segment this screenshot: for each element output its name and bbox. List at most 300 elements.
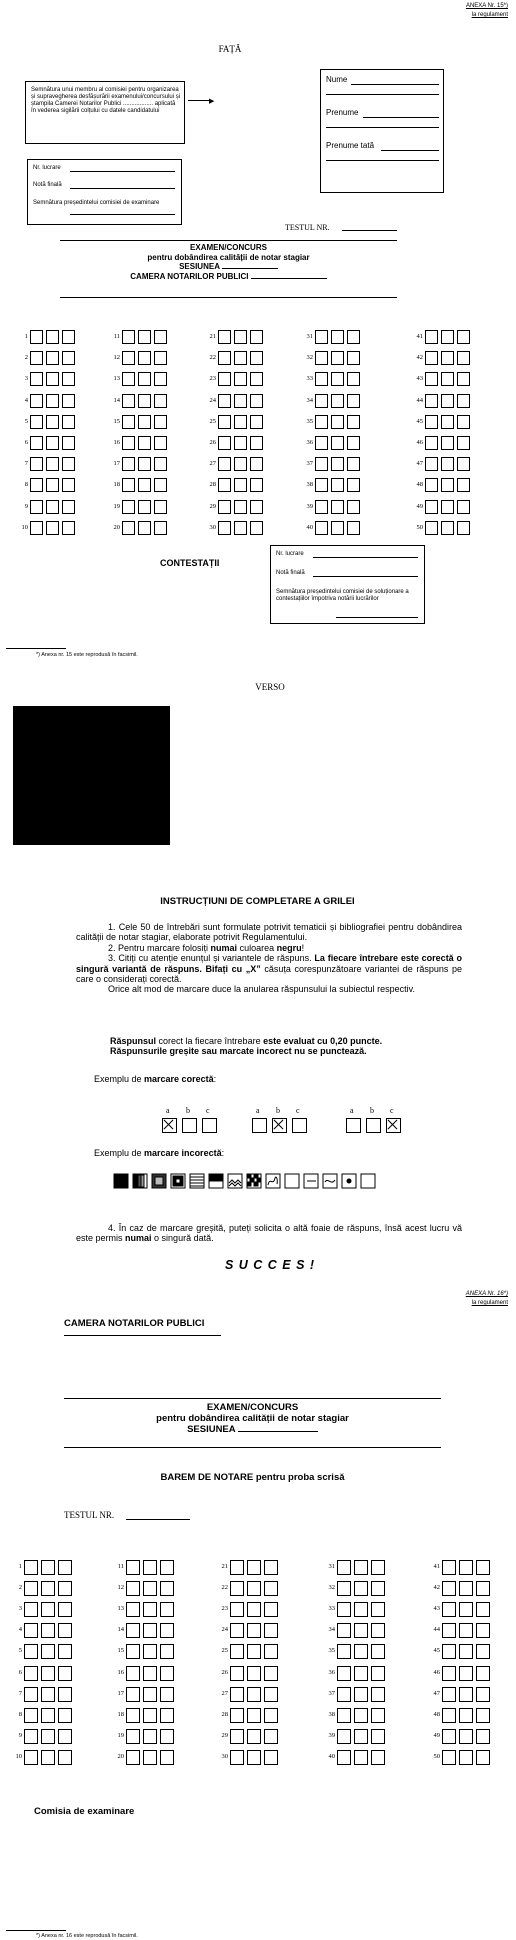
answer-checkbox[interactable] bbox=[476, 1729, 490, 1744]
answer-checkbox[interactable] bbox=[230, 1602, 244, 1617]
answer-checkbox[interactable] bbox=[425, 521, 438, 535]
answer-checkbox[interactable] bbox=[425, 457, 438, 471]
answer-checkbox[interactable] bbox=[143, 1623, 157, 1638]
answer-checkbox[interactable] bbox=[457, 394, 470, 408]
answer-checkbox[interactable] bbox=[143, 1729, 157, 1744]
answer-checkbox[interactable] bbox=[218, 394, 231, 408]
answer-checkbox[interactable] bbox=[371, 1750, 385, 1765]
answer-checkbox[interactable] bbox=[247, 1687, 261, 1702]
answer-checkbox[interactable] bbox=[331, 457, 344, 471]
answer-checkbox[interactable] bbox=[46, 394, 59, 408]
answer-checkbox[interactable] bbox=[250, 500, 263, 514]
answer-checkbox[interactable] bbox=[331, 415, 344, 429]
answer-checkbox[interactable] bbox=[160, 1602, 174, 1617]
answer-checkbox[interactable] bbox=[126, 1560, 140, 1575]
answer-checkbox[interactable] bbox=[160, 1623, 174, 1638]
answer-checkbox[interactable] bbox=[250, 351, 263, 365]
answer-checkbox[interactable] bbox=[122, 436, 135, 450]
answer-checkbox[interactable] bbox=[30, 372, 43, 386]
answer-checkbox[interactable] bbox=[41, 1666, 55, 1681]
answer-checkbox[interactable] bbox=[441, 457, 454, 471]
answer-checkbox[interactable] bbox=[46, 330, 59, 344]
answer-checkbox[interactable] bbox=[457, 521, 470, 535]
answer-checkbox[interactable] bbox=[143, 1687, 157, 1702]
answer-checkbox[interactable] bbox=[24, 1602, 38, 1617]
answer-checkbox[interactable] bbox=[476, 1560, 490, 1575]
answer-checkbox[interactable] bbox=[247, 1708, 261, 1723]
answer-checkbox[interactable] bbox=[24, 1708, 38, 1723]
answer-checkbox[interactable] bbox=[30, 394, 43, 408]
answer-checkbox[interactable] bbox=[218, 351, 231, 365]
answer-checkbox[interactable] bbox=[425, 478, 438, 492]
answer-checkbox[interactable] bbox=[46, 457, 59, 471]
answer-checkbox[interactable] bbox=[315, 457, 328, 471]
answer-checkbox[interactable] bbox=[62, 436, 75, 450]
answer-checkbox[interactable] bbox=[425, 351, 438, 365]
answer-checkbox[interactable] bbox=[442, 1623, 456, 1638]
answer-checkbox[interactable] bbox=[250, 394, 263, 408]
answer-checkbox[interactable] bbox=[58, 1644, 72, 1659]
answer-checkbox[interactable] bbox=[459, 1687, 473, 1702]
answer-checkbox[interactable] bbox=[371, 1644, 385, 1659]
answer-checkbox[interactable] bbox=[371, 1623, 385, 1638]
answer-checkbox[interactable] bbox=[46, 478, 59, 492]
answer-checkbox[interactable] bbox=[331, 394, 344, 408]
answer-checkbox[interactable] bbox=[230, 1750, 244, 1765]
answer-checkbox[interactable] bbox=[154, 372, 167, 386]
answer-checkbox[interactable] bbox=[250, 415, 263, 429]
answer-checkbox[interactable] bbox=[30, 521, 43, 535]
answer-checkbox[interactable] bbox=[264, 1560, 278, 1575]
answer-checkbox[interactable] bbox=[58, 1750, 72, 1765]
answer-checkbox[interactable] bbox=[425, 330, 438, 344]
answer-checkbox[interactable] bbox=[58, 1729, 72, 1744]
answer-checkbox[interactable] bbox=[250, 330, 263, 344]
answer-checkbox[interactable] bbox=[264, 1708, 278, 1723]
answer-checkbox[interactable] bbox=[160, 1560, 174, 1575]
answer-checkbox[interactable] bbox=[459, 1560, 473, 1575]
contest-signature-line[interactable] bbox=[336, 617, 418, 618]
answer-checkbox[interactable] bbox=[46, 351, 59, 365]
answer-checkbox[interactable] bbox=[41, 1644, 55, 1659]
answer-checkbox[interactable] bbox=[62, 330, 75, 344]
answer-checkbox[interactable] bbox=[347, 351, 360, 365]
answer-checkbox[interactable] bbox=[425, 436, 438, 450]
answer-checkbox[interactable] bbox=[315, 351, 328, 365]
answer-checkbox[interactable] bbox=[331, 478, 344, 492]
answer-checkbox[interactable] bbox=[24, 1729, 38, 1744]
answer-checkbox[interactable] bbox=[459, 1623, 473, 1638]
answer-checkbox[interactable] bbox=[58, 1581, 72, 1596]
answer-checkbox[interactable] bbox=[122, 521, 135, 535]
answer-checkbox[interactable] bbox=[354, 1560, 368, 1575]
answer-checkbox[interactable] bbox=[264, 1750, 278, 1765]
answer-checkbox[interactable] bbox=[250, 372, 263, 386]
answer-checkbox[interactable] bbox=[143, 1750, 157, 1765]
answer-checkbox[interactable] bbox=[154, 478, 167, 492]
answer-checkbox[interactable] bbox=[441, 415, 454, 429]
answer-checkbox[interactable] bbox=[347, 394, 360, 408]
answer-checkbox[interactable] bbox=[122, 372, 135, 386]
answer-checkbox[interactable] bbox=[46, 415, 59, 429]
answer-checkbox[interactable] bbox=[62, 351, 75, 365]
answer-checkbox[interactable] bbox=[154, 500, 167, 514]
answer-checkbox[interactable] bbox=[218, 330, 231, 344]
answer-checkbox[interactable] bbox=[160, 1729, 174, 1744]
answer-checkbox[interactable] bbox=[30, 500, 43, 514]
answer-checkbox[interactable] bbox=[58, 1666, 72, 1681]
answer-checkbox[interactable] bbox=[331, 351, 344, 365]
answer-checkbox[interactable] bbox=[24, 1623, 38, 1638]
answer-checkbox[interactable] bbox=[143, 1581, 157, 1596]
answer-checkbox[interactable] bbox=[337, 1623, 351, 1638]
answer-checkbox[interactable] bbox=[218, 372, 231, 386]
answer-checkbox[interactable] bbox=[122, 415, 135, 429]
name-line[interactable] bbox=[351, 84, 439, 85]
answer-checkbox[interactable] bbox=[459, 1602, 473, 1617]
answer-checkbox[interactable] bbox=[331, 330, 344, 344]
paper-no-line[interactable] bbox=[70, 171, 175, 172]
answer-checkbox[interactable] bbox=[154, 394, 167, 408]
answer-checkbox[interactable] bbox=[160, 1708, 174, 1723]
answer-checkbox[interactable] bbox=[46, 436, 59, 450]
answer-checkbox[interactable] bbox=[347, 457, 360, 471]
answer-checkbox[interactable] bbox=[58, 1623, 72, 1638]
answer-checkbox[interactable] bbox=[247, 1602, 261, 1617]
answer-checkbox[interactable] bbox=[154, 415, 167, 429]
answer-checkbox[interactable] bbox=[315, 521, 328, 535]
answer-checkbox[interactable] bbox=[354, 1729, 368, 1744]
answer-checkbox[interactable] bbox=[24, 1581, 38, 1596]
answer-checkbox[interactable] bbox=[218, 478, 231, 492]
answer-checkbox[interactable] bbox=[62, 500, 75, 514]
answer-checkbox[interactable] bbox=[58, 1560, 72, 1575]
answer-checkbox[interactable] bbox=[62, 521, 75, 535]
answer-checkbox[interactable] bbox=[24, 1560, 38, 1575]
answer-checkbox[interactable] bbox=[331, 372, 344, 386]
answer-checkbox[interactable] bbox=[315, 372, 328, 386]
answer-checkbox[interactable] bbox=[143, 1708, 157, 1723]
answer-checkbox[interactable] bbox=[442, 1687, 456, 1702]
answer-checkbox[interactable] bbox=[122, 330, 135, 344]
answer-checkbox[interactable] bbox=[442, 1750, 456, 1765]
answer-checkbox[interactable] bbox=[441, 436, 454, 450]
answer-checkbox[interactable] bbox=[331, 436, 344, 450]
answer-checkbox[interactable] bbox=[218, 521, 231, 535]
answer-checkbox[interactable] bbox=[264, 1623, 278, 1638]
answer-checkbox[interactable] bbox=[234, 500, 247, 514]
answer-checkbox[interactable] bbox=[337, 1581, 351, 1596]
answer-checkbox[interactable] bbox=[160, 1666, 174, 1681]
answer-checkbox[interactable] bbox=[371, 1708, 385, 1723]
answer-checkbox[interactable] bbox=[337, 1729, 351, 1744]
answer-checkbox[interactable] bbox=[354, 1687, 368, 1702]
answer-checkbox[interactable] bbox=[218, 457, 231, 471]
answer-checkbox[interactable] bbox=[371, 1581, 385, 1596]
answer-checkbox[interactable] bbox=[30, 351, 43, 365]
answer-checkbox[interactable] bbox=[425, 415, 438, 429]
answer-checkbox[interactable] bbox=[58, 1687, 72, 1702]
answer-checkbox[interactable] bbox=[62, 457, 75, 471]
answer-checkbox[interactable] bbox=[24, 1750, 38, 1765]
answer-checkbox[interactable] bbox=[41, 1687, 55, 1702]
final-grade-line[interactable] bbox=[70, 188, 175, 189]
first-name-line-2[interactable] bbox=[326, 127, 439, 128]
answer-checkbox[interactable] bbox=[347, 500, 360, 514]
answer-checkbox[interactable] bbox=[41, 1750, 55, 1765]
answer-checkbox[interactable] bbox=[347, 478, 360, 492]
answer-checkbox[interactable] bbox=[143, 1560, 157, 1575]
answer-checkbox[interactable] bbox=[138, 372, 151, 386]
answer-checkbox[interactable] bbox=[46, 521, 59, 535]
answer-checkbox[interactable] bbox=[331, 521, 344, 535]
answer-checkbox[interactable] bbox=[354, 1602, 368, 1617]
answer-checkbox[interactable] bbox=[30, 478, 43, 492]
answer-checkbox[interactable] bbox=[126, 1687, 140, 1702]
barem-test-line[interactable] bbox=[126, 1519, 190, 1520]
answer-checkbox[interactable] bbox=[457, 330, 470, 344]
answer-checkbox[interactable] bbox=[154, 330, 167, 344]
answer-checkbox[interactable] bbox=[143, 1602, 157, 1617]
answer-checkbox[interactable] bbox=[442, 1666, 456, 1681]
answer-checkbox[interactable] bbox=[41, 1602, 55, 1617]
answer-checkbox[interactable] bbox=[264, 1644, 278, 1659]
answer-checkbox[interactable] bbox=[459, 1729, 473, 1744]
answer-checkbox[interactable] bbox=[442, 1560, 456, 1575]
answer-checkbox[interactable] bbox=[247, 1560, 261, 1575]
answer-checkbox[interactable] bbox=[30, 436, 43, 450]
answer-checkbox[interactable] bbox=[337, 1644, 351, 1659]
answer-checkbox[interactable] bbox=[138, 330, 151, 344]
answer-checkbox[interactable] bbox=[250, 521, 263, 535]
answer-checkbox[interactable] bbox=[371, 1729, 385, 1744]
answer-checkbox[interactable] bbox=[476, 1602, 490, 1617]
answer-checkbox[interactable] bbox=[441, 394, 454, 408]
answer-checkbox[interactable] bbox=[46, 500, 59, 514]
answer-checkbox[interactable] bbox=[122, 394, 135, 408]
answer-checkbox[interactable] bbox=[315, 436, 328, 450]
answer-checkbox[interactable] bbox=[337, 1750, 351, 1765]
answer-checkbox[interactable] bbox=[476, 1581, 490, 1596]
answer-checkbox[interactable] bbox=[154, 351, 167, 365]
father-name-line-2[interactable] bbox=[326, 160, 439, 161]
answer-checkbox[interactable] bbox=[457, 436, 470, 450]
answer-checkbox[interactable] bbox=[371, 1602, 385, 1617]
answer-checkbox[interactable] bbox=[41, 1581, 55, 1596]
answer-checkbox[interactable] bbox=[371, 1666, 385, 1681]
answer-checkbox[interactable] bbox=[331, 500, 344, 514]
answer-checkbox[interactable] bbox=[354, 1644, 368, 1659]
answer-checkbox[interactable] bbox=[230, 1729, 244, 1744]
answer-checkbox[interactable] bbox=[337, 1560, 351, 1575]
answer-checkbox[interactable] bbox=[46, 372, 59, 386]
answer-checkbox[interactable] bbox=[264, 1581, 278, 1596]
answer-checkbox[interactable] bbox=[234, 457, 247, 471]
answer-checkbox[interactable] bbox=[126, 1581, 140, 1596]
answer-checkbox[interactable] bbox=[247, 1666, 261, 1681]
answer-checkbox[interactable] bbox=[138, 415, 151, 429]
answer-checkbox[interactable] bbox=[230, 1623, 244, 1638]
answer-checkbox[interactable] bbox=[247, 1729, 261, 1744]
answer-checkbox[interactable] bbox=[41, 1560, 55, 1575]
answer-checkbox[interactable] bbox=[24, 1687, 38, 1702]
contest-grade-line[interactable] bbox=[313, 576, 418, 577]
answer-checkbox[interactable] bbox=[476, 1623, 490, 1638]
answer-checkbox[interactable] bbox=[138, 436, 151, 450]
answer-checkbox[interactable] bbox=[347, 415, 360, 429]
answer-checkbox[interactable] bbox=[122, 500, 135, 514]
answer-checkbox[interactable] bbox=[126, 1729, 140, 1744]
answer-checkbox[interactable] bbox=[234, 351, 247, 365]
answer-checkbox[interactable] bbox=[234, 394, 247, 408]
answer-checkbox[interactable] bbox=[138, 500, 151, 514]
answer-checkbox[interactable] bbox=[457, 372, 470, 386]
answer-checkbox[interactable] bbox=[347, 372, 360, 386]
answer-checkbox[interactable] bbox=[354, 1708, 368, 1723]
answer-checkbox[interactable] bbox=[337, 1687, 351, 1702]
answer-checkbox[interactable] bbox=[425, 500, 438, 514]
answer-checkbox[interactable] bbox=[126, 1666, 140, 1681]
answer-checkbox[interactable] bbox=[138, 394, 151, 408]
answer-checkbox[interactable] bbox=[143, 1666, 157, 1681]
answer-checkbox[interactable] bbox=[459, 1708, 473, 1723]
answer-checkbox[interactable] bbox=[425, 372, 438, 386]
father-name-line[interactable] bbox=[381, 150, 439, 151]
answer-checkbox[interactable] bbox=[218, 415, 231, 429]
answer-checkbox[interactable] bbox=[441, 351, 454, 365]
contest-paper-no-line[interactable] bbox=[313, 557, 418, 558]
answer-checkbox[interactable] bbox=[234, 478, 247, 492]
answer-checkbox[interactable] bbox=[62, 478, 75, 492]
answer-checkbox[interactable] bbox=[138, 457, 151, 471]
answer-checkbox[interactable] bbox=[30, 415, 43, 429]
first-name-line[interactable] bbox=[363, 117, 439, 118]
answer-checkbox[interactable] bbox=[218, 436, 231, 450]
answer-checkbox[interactable] bbox=[138, 351, 151, 365]
answer-checkbox[interactable] bbox=[457, 500, 470, 514]
answer-checkbox[interactable] bbox=[126, 1644, 140, 1659]
answer-checkbox[interactable] bbox=[126, 1602, 140, 1617]
answer-checkbox[interactable] bbox=[247, 1581, 261, 1596]
answer-checkbox[interactable] bbox=[442, 1602, 456, 1617]
answer-checkbox[interactable] bbox=[230, 1708, 244, 1723]
signature-line[interactable] bbox=[70, 214, 175, 215]
answer-checkbox[interactable] bbox=[160, 1687, 174, 1702]
answer-checkbox[interactable] bbox=[58, 1708, 72, 1723]
answer-checkbox[interactable] bbox=[250, 478, 263, 492]
answer-checkbox[interactable] bbox=[126, 1623, 140, 1638]
answer-checkbox[interactable] bbox=[442, 1644, 456, 1659]
answer-checkbox[interactable] bbox=[457, 351, 470, 365]
answer-checkbox[interactable] bbox=[459, 1750, 473, 1765]
answer-checkbox[interactable] bbox=[234, 372, 247, 386]
answer-checkbox[interactable] bbox=[476, 1708, 490, 1723]
answer-checkbox[interactable] bbox=[234, 521, 247, 535]
answer-checkbox[interactable] bbox=[442, 1581, 456, 1596]
answer-checkbox[interactable] bbox=[457, 415, 470, 429]
answer-checkbox[interactable] bbox=[441, 372, 454, 386]
answer-checkbox[interactable] bbox=[62, 415, 75, 429]
answer-checkbox[interactable] bbox=[234, 436, 247, 450]
answer-checkbox[interactable] bbox=[230, 1666, 244, 1681]
answer-checkbox[interactable] bbox=[62, 372, 75, 386]
answer-checkbox[interactable] bbox=[264, 1666, 278, 1681]
answer-checkbox[interactable] bbox=[264, 1687, 278, 1702]
answer-checkbox[interactable] bbox=[457, 478, 470, 492]
answer-checkbox[interactable] bbox=[41, 1708, 55, 1723]
answer-checkbox[interactable] bbox=[337, 1666, 351, 1681]
answer-checkbox[interactable] bbox=[371, 1560, 385, 1575]
answer-checkbox[interactable] bbox=[30, 330, 43, 344]
answer-checkbox[interactable] bbox=[354, 1581, 368, 1596]
answer-checkbox[interactable] bbox=[459, 1581, 473, 1596]
answer-checkbox[interactable] bbox=[337, 1602, 351, 1617]
answer-checkbox[interactable] bbox=[126, 1750, 140, 1765]
answer-checkbox[interactable] bbox=[476, 1644, 490, 1659]
answer-checkbox[interactable] bbox=[41, 1729, 55, 1744]
answer-checkbox[interactable] bbox=[441, 478, 454, 492]
answer-checkbox[interactable] bbox=[354, 1623, 368, 1638]
name-line-2[interactable] bbox=[326, 94, 439, 95]
answer-checkbox[interactable] bbox=[441, 330, 454, 344]
answer-checkbox[interactable] bbox=[337, 1708, 351, 1723]
answer-checkbox[interactable] bbox=[62, 394, 75, 408]
answer-checkbox[interactable] bbox=[58, 1602, 72, 1617]
answer-checkbox[interactable] bbox=[154, 521, 167, 535]
answer-checkbox[interactable] bbox=[442, 1708, 456, 1723]
answer-checkbox[interactable] bbox=[154, 436, 167, 450]
answer-checkbox[interactable] bbox=[347, 330, 360, 344]
answer-checkbox[interactable] bbox=[247, 1623, 261, 1638]
answer-checkbox[interactable] bbox=[354, 1750, 368, 1765]
answer-checkbox[interactable] bbox=[122, 478, 135, 492]
answer-checkbox[interactable] bbox=[160, 1750, 174, 1765]
answer-checkbox[interactable] bbox=[30, 457, 43, 471]
answer-checkbox[interactable] bbox=[476, 1687, 490, 1702]
answer-checkbox[interactable] bbox=[160, 1644, 174, 1659]
answer-checkbox[interactable] bbox=[230, 1687, 244, 1702]
answer-checkbox[interactable] bbox=[476, 1666, 490, 1681]
answer-checkbox[interactable] bbox=[315, 394, 328, 408]
answer-checkbox[interactable] bbox=[459, 1666, 473, 1681]
answer-checkbox[interactable] bbox=[218, 500, 231, 514]
answer-checkbox[interactable] bbox=[230, 1560, 244, 1575]
answer-checkbox[interactable] bbox=[247, 1750, 261, 1765]
answer-checkbox[interactable] bbox=[315, 415, 328, 429]
answer-checkbox[interactable] bbox=[41, 1623, 55, 1638]
answer-checkbox[interactable] bbox=[230, 1644, 244, 1659]
answer-checkbox[interactable] bbox=[122, 457, 135, 471]
answer-checkbox[interactable] bbox=[476, 1750, 490, 1765]
answer-checkbox[interactable] bbox=[315, 500, 328, 514]
answer-checkbox[interactable] bbox=[154, 457, 167, 471]
answer-checkbox[interactable] bbox=[138, 521, 151, 535]
answer-checkbox[interactable] bbox=[122, 351, 135, 365]
answer-checkbox[interactable] bbox=[315, 478, 328, 492]
answer-checkbox[interactable] bbox=[138, 478, 151, 492]
answer-checkbox[interactable] bbox=[264, 1602, 278, 1617]
answer-checkbox[interactable] bbox=[425, 394, 438, 408]
answer-checkbox[interactable] bbox=[347, 521, 360, 535]
answer-checkbox[interactable] bbox=[457, 457, 470, 471]
answer-checkbox[interactable] bbox=[24, 1644, 38, 1659]
answer-checkbox[interactable] bbox=[354, 1666, 368, 1681]
test-number-line[interactable] bbox=[342, 230, 397, 231]
answer-checkbox[interactable] bbox=[371, 1687, 385, 1702]
answer-checkbox[interactable] bbox=[264, 1729, 278, 1744]
answer-checkbox[interactable] bbox=[459, 1644, 473, 1659]
answer-checkbox[interactable] bbox=[250, 436, 263, 450]
